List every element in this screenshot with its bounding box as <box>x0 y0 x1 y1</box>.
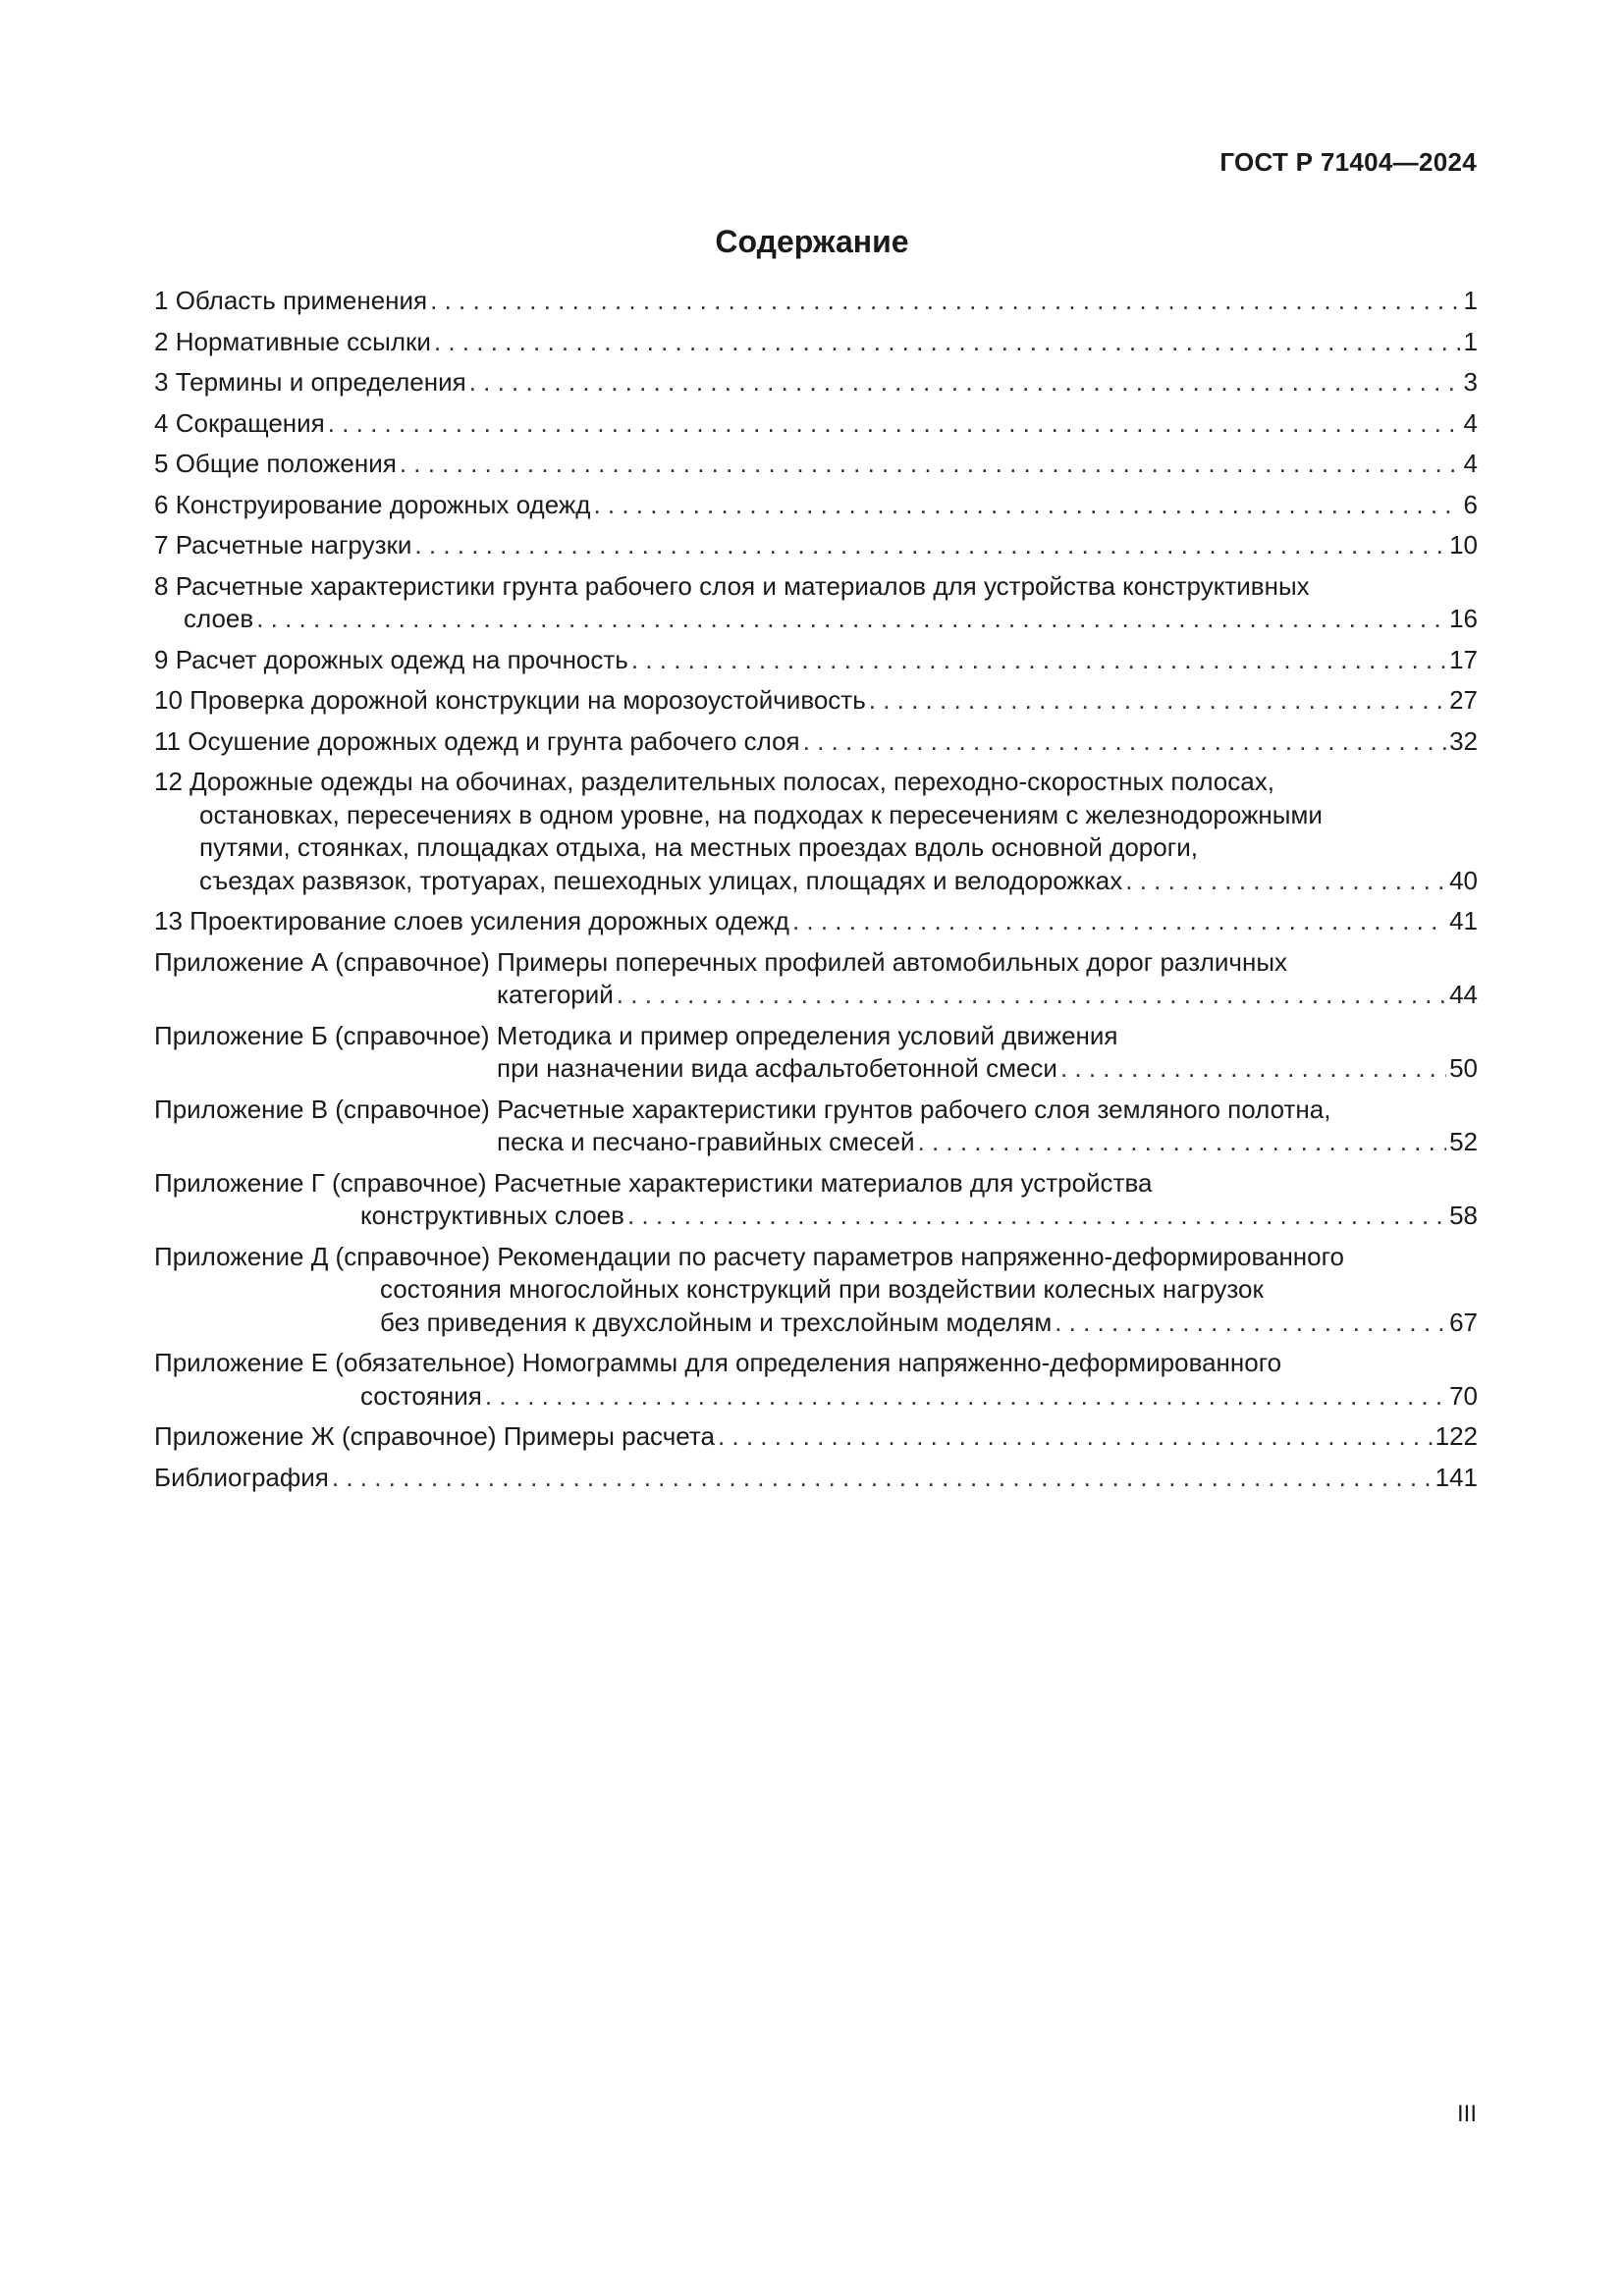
toc-entry-page: 40 <box>1449 865 1478 895</box>
leader-dots <box>631 644 1446 677</box>
toc-entry-title: Область применения <box>175 286 428 315</box>
toc-entry-number: Приложение А (справочное) <box>154 946 490 977</box>
toc-entry-title: Расчетные нагрузки <box>175 530 412 560</box>
toc-entry[interactable] <box>154 1462 1478 1495</box>
toc-entry-page: 70 <box>1449 1380 1478 1411</box>
toc-entry-title-line: Расчетные характеристики материалов для устройства <box>493 1167 1153 1198</box>
toc-entry-title-line: без приведения к двухслойным и трехслойным моделям <box>380 1307 1053 1337</box>
toc-entry-number: 2 <box>154 326 169 356</box>
toc-entry-title-line: Номограммы для определения напряженно-деформированного <box>521 1348 1282 1377</box>
toc-entry-title-line: Рекомендации по расчету параметров напряженно-деформированного <box>497 1241 1344 1271</box>
toc-entry[interactable] <box>154 529 1478 562</box>
toc-entry[interactable] <box>154 407 1478 441</box>
toc-entry-page: 16 <box>1449 604 1478 633</box>
toc-entry-title: Нормативные ссылки <box>175 326 431 356</box>
toc-entry-number: 10 <box>154 685 183 715</box>
toc-entry[interactable] <box>154 1347 1478 1413</box>
toc-entry-title-line: Дорожные одежды на обочинах, разделительных полосах, переходно-скоростных полосах, <box>189 767 1274 796</box>
toc-entry-title: Термины и определения <box>175 367 466 397</box>
toc-entry-page: 44 <box>1449 980 1478 1009</box>
toc-entry-title: Осушение дорожных одежд и грунта рабочего слоя <box>188 725 800 756</box>
toc-entry-title-line: Методика и пример определения условий движения <box>496 1020 1118 1050</box>
toc-entry-number: 11 <box>154 725 181 756</box>
toc-entry-page: 32 <box>1449 725 1478 756</box>
toc-entry-page: 10 <box>1449 530 1478 560</box>
leader-dots <box>414 529 1446 562</box>
toc-entry-page: 141 <box>1435 1462 1478 1492</box>
leader-dots <box>400 448 1461 481</box>
toc-entry-number: Приложение Д (справочное) <box>154 1241 491 1271</box>
toc-entry-number: 5 <box>154 449 169 478</box>
toc-entry[interactable] <box>154 1020 1478 1086</box>
toc-entry-page: 41 <box>1449 906 1478 935</box>
toc-entry-title-line: состояния <box>360 1380 482 1411</box>
leader-dots <box>256 603 1446 636</box>
toc-entry-title-line: Примеры поперечных профилей автомобильных дорог различных <box>497 946 1288 977</box>
toc-entry-number: Приложение Б (справочное) <box>154 1020 490 1050</box>
toc-entry-page: 6 <box>1463 489 1478 519</box>
toc-entry-number: 7 <box>154 530 169 560</box>
leader-dots <box>332 1462 1433 1495</box>
table-of-contents <box>154 285 1478 1502</box>
toc-entry[interactable] <box>154 1167 1478 1233</box>
toc-entry[interactable] <box>154 326 1478 359</box>
toc-entry-title-line: путями, стоянках, площадках отдыха, на местных проездах вдоль основной дороги, <box>199 832 1198 862</box>
toc-entry[interactable] <box>154 725 1478 759</box>
toc-entry-title-line: песка и песчано-гравийных смесей <box>497 1127 915 1156</box>
toc-entry-page: 1 <box>1463 326 1478 356</box>
toc-entry-number: 4 <box>154 407 169 438</box>
toc-entry-title-line: Расчетные характеристики грунтов рабочего слоя земляного полотна, <box>497 1094 1331 1124</box>
leader-dots <box>792 905 1446 938</box>
toc-entry-title-line: остановках, пересечениях в одном уровне, на подходах к пересечениям с железнодорожными <box>199 799 1323 829</box>
toc-entry-title: Проверка дорожной конструкции на морозоустойчивость <box>189 685 866 715</box>
toc-entry[interactable] <box>154 570 1478 636</box>
toc-entry[interactable] <box>154 285 1478 318</box>
toc-entry-title-line: Расчетные характеристики грунта рабочего слоя и материалов для устройства конструктивных <box>175 570 1310 601</box>
leader-dots <box>617 979 1446 1012</box>
toc-entry-page: 4 <box>1463 449 1478 478</box>
toc-entry-number: 13 <box>154 906 183 935</box>
toc-entry-number: Приложение Ж (справочное) <box>154 1421 497 1451</box>
document-code: ГОСТ Р 71404—2024 <box>1219 147 1477 177</box>
toc-entry-number: Приложение Е (обязательное) <box>154 1348 515 1377</box>
toc-entry-title-line: конструктивных слоев <box>360 1201 624 1230</box>
toc-entry-page: 3 <box>1463 367 1478 397</box>
toc-entry[interactable] <box>154 684 1478 718</box>
toc-entry-title-line: при назначении вида асфальтобетонной смеси <box>497 1053 1057 1083</box>
leader-dots <box>1060 1052 1446 1086</box>
page-number: III <box>1456 2101 1477 2127</box>
toc-entry-number: 6 <box>154 489 169 519</box>
toc-entry-number: Приложение Г (справочное) <box>154 1167 487 1198</box>
leader-dots <box>328 407 1461 441</box>
toc-entry[interactable] <box>154 1241 1478 1340</box>
leader-dots <box>1055 1307 1446 1340</box>
toc-entry-title: Библиография <box>154 1462 329 1492</box>
leader-dots <box>430 285 1460 318</box>
leader-dots <box>469 366 1461 400</box>
leader-dots <box>803 725 1446 759</box>
toc-entry-title: Расчет дорожных одежд на прочность <box>175 644 628 674</box>
toc-entry-number: 8 <box>154 570 169 601</box>
toc-entry[interactable] <box>154 366 1478 400</box>
leader-dots <box>434 326 1461 359</box>
leader-dots <box>485 1380 1446 1414</box>
leader-dots <box>627 1200 1446 1233</box>
toc-entry-title-line: съездах развязок, тротуарах, пешеходных улицах, площадях и велодорожках <box>199 865 1123 895</box>
toc-entry-page: 17 <box>1449 644 1478 674</box>
toc-entry-page: 58 <box>1449 1201 1478 1230</box>
toc-entry[interactable] <box>154 946 1478 1012</box>
toc-entry-page: 50 <box>1449 1053 1478 1083</box>
toc-entry-number: 3 <box>154 367 169 397</box>
toc-entry[interactable] <box>154 644 1478 677</box>
toc-entry-title: Общие положения <box>175 449 397 478</box>
page-title: Содержание <box>715 224 909 259</box>
toc-entry-page: 67 <box>1449 1307 1478 1337</box>
toc-entry[interactable] <box>154 1420 1478 1454</box>
toc-entry-page: 4 <box>1463 407 1478 438</box>
toc-entry-title: Конструирование дорожных одежд <box>175 489 591 519</box>
toc-entry-number: 12 <box>154 767 183 796</box>
toc-entry[interactable] <box>154 489 1478 522</box>
toc-entry[interactable] <box>154 1094 1478 1159</box>
toc-entry[interactable] <box>154 448 1478 481</box>
toc-entry-title-line: категорий <box>497 980 614 1009</box>
leader-dots <box>718 1420 1433 1454</box>
toc-entry-title: Примеры расчета <box>503 1421 715 1451</box>
toc-entry-title-line: состояния многослойных конструкций при воздействии колесных нагрузок <box>380 1274 1264 1304</box>
leader-dots <box>593 489 1460 522</box>
toc-entry[interactable] <box>154 905 1478 938</box>
toc-entry-title: Проектирование слоев усиления дорожных одежд <box>189 906 789 935</box>
toc-entry-page: 52 <box>1449 1127 1478 1156</box>
toc-entry-page: 122 <box>1435 1421 1478 1451</box>
toc-entry-number: 1 <box>154 286 169 315</box>
toc-entry-title-line: слоев <box>184 604 254 633</box>
toc-entry-page: 27 <box>1449 685 1478 715</box>
toc-entry[interactable] <box>154 766 1478 897</box>
leader-dots <box>918 1126 1447 1159</box>
toc-entry-number: 9 <box>154 644 169 674</box>
toc-entry-title: Сокращения <box>175 407 325 438</box>
toc-entry-number: Приложение В (справочное) <box>154 1094 490 1124</box>
leader-dots <box>1125 865 1446 898</box>
leader-dots <box>869 684 1446 718</box>
toc-entry-page: 1 <box>1463 286 1478 315</box>
